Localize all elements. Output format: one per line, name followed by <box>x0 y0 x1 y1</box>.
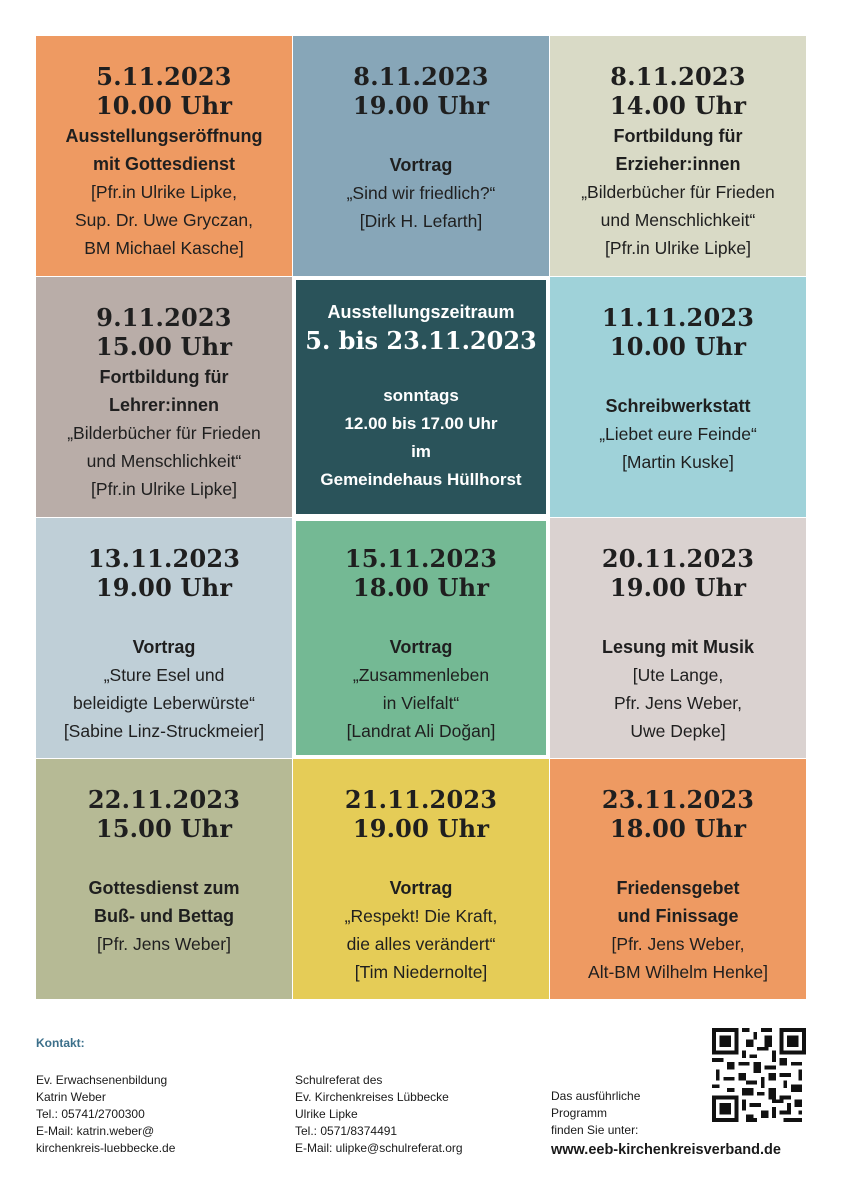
event-title: Vortrag <box>389 155 453 175</box>
event-detail: die alles verändert“ <box>346 934 496 954</box>
event-title: Fortbildung für <box>613 126 743 146</box>
event-detail: [Pfr. Jens Weber, <box>611 934 745 954</box>
event-date: 22.11.2023 <box>87 785 241 814</box>
event-detail: [Pfr.in Ulrike Lipke] <box>91 479 237 499</box>
event-title: Lehrer:innen <box>108 395 219 415</box>
exhibition-detail: im <box>411 442 431 461</box>
contact-org: Ev. Erwachsenenbildung <box>36 1073 168 1087</box>
contact-footer <box>36 1036 806 1166</box>
event-date: 15.11.2023 <box>344 544 498 573</box>
contact-email-domain[interactable]: kirchenkreis-luebbecke.de <box>36 1141 176 1155</box>
event-date: 5.11.2023 <box>96 62 232 91</box>
event-date: 11.11.2023 <box>601 303 755 332</box>
event-detail: [Sabine Linz-Struckmeier] <box>63 721 265 741</box>
event-title: und Finissage <box>617 906 739 926</box>
event-time: 18.00 Uhr <box>609 814 747 843</box>
event-title: mit Gottesdienst <box>92 154 235 174</box>
event-title: Friedensgebet <box>616 878 740 898</box>
event-card <box>36 518 292 758</box>
exhibition-location: Gemeindehaus Hüllhorst <box>320 470 522 489</box>
event-detail: [Ute Lange, <box>632 665 724 685</box>
contact-phone[interactable]: Tel.: 0571/8374491 <box>295 1124 398 1138</box>
contact-eeb <box>36 1072 175 1157</box>
event-title: Erzieher:innen <box>615 154 741 174</box>
event-title: Lesung mit Musik <box>601 637 754 657</box>
event-title: Schreibwerkstatt <box>605 396 751 416</box>
event-detail: [Tim Niedernolte] <box>354 962 488 982</box>
contact-email[interactable]: E-Mail: ulipke@schulreferat.org <box>295 1141 463 1155</box>
event-detail: „Sind wir friedlich?“ <box>346 183 496 203</box>
event-grid <box>36 36 806 1000</box>
event-time: 10.00 Uhr <box>609 332 747 361</box>
event-detail: [Martin Kuske] <box>622 452 734 472</box>
event-detail: Pfr. Jens Weber, <box>613 693 743 713</box>
event-title: Fortbildung für <box>99 367 229 387</box>
contact-schulreferat <box>295 1072 463 1157</box>
event-detail: und Menschlichkeit“ <box>86 451 242 471</box>
event-detail: Uwe Depke] <box>630 721 726 741</box>
event-title: Vortrag <box>389 637 453 657</box>
event-detail: Alt-BM Wilhelm Henke] <box>588 962 768 982</box>
event-date: 20.11.2023 <box>601 544 755 573</box>
event-card <box>550 36 806 276</box>
event-title: Gottesdienst zum <box>88 878 240 898</box>
event-detail: „Sture Esel und <box>103 665 225 685</box>
event-date: 21.11.2023 <box>344 785 498 814</box>
event-time: 18.00 Uhr <box>352 573 490 602</box>
program-url-link[interactable]: www.eeb-kirchenkreisverband.de <box>551 1142 781 1158</box>
event-title: Vortrag <box>132 637 196 657</box>
event-card <box>293 518 549 758</box>
event-detail: beleidigte Leberwürste“ <box>73 693 255 713</box>
event-date: 23.11.2023 <box>601 785 755 814</box>
event-card <box>36 277 292 517</box>
event-detail: „Bilderbücher für Frieden <box>67 423 261 443</box>
event-title: Buß- und Bettag <box>94 906 234 926</box>
contact-org: Schulreferat des <box>295 1073 383 1087</box>
event-time: 19.00 Uhr <box>95 573 233 602</box>
event-detail: [Pfr.in Ulrike Lipke] <box>605 238 751 258</box>
event-date: 8.11.2023 <box>610 62 746 91</box>
contact-person: Ulrike Lipke <box>295 1107 358 1121</box>
event-time: 15.00 Uhr <box>95 332 233 361</box>
qr-code-icon[interactable] <box>712 1028 806 1122</box>
event-detail: und Menschlichkeit“ <box>600 210 756 230</box>
event-date: 8.11.2023 <box>353 62 489 91</box>
event-card <box>36 36 292 276</box>
event-detail: in Vielfalt“ <box>382 693 460 713</box>
event-title: Vortrag <box>389 878 453 898</box>
event-date: 9.11.2023 <box>96 303 232 332</box>
event-time: 14.00 Uhr <box>609 91 747 120</box>
event-detail: Sup. Dr. Uwe Gryczan, <box>75 210 253 230</box>
event-time: 19.00 Uhr <box>352 91 490 120</box>
contact-label: Kontakt: <box>36 1036 85 1050</box>
event-card <box>550 759 806 999</box>
event-title: Ausstellungseröffnung <box>65 126 263 146</box>
contact-phone[interactable]: Tel.: 05741/2700300 <box>36 1107 145 1121</box>
event-detail: „Respekt! Die Kraft, <box>344 906 498 926</box>
exhibition-detail: 12.00 bis 17.00 Uhr <box>344 414 498 433</box>
event-time: 10.00 Uhr <box>95 91 233 120</box>
event-detail: BM Michael Kasche] <box>84 238 244 258</box>
event-card <box>550 277 806 517</box>
event-detail: „Zusammenleben <box>352 665 490 685</box>
event-time: 15.00 Uhr <box>95 814 233 843</box>
exhibition-heading: Ausstellungszeitraum <box>327 302 515 322</box>
event-card <box>36 759 292 999</box>
program-text: Das ausführliche <box>551 1089 641 1103</box>
event-detail: [Landrat Ali Doğan] <box>346 721 496 741</box>
exhibition-range: 5. bis 23.11.2023 <box>305 326 537 355</box>
exhibition-period-card <box>293 277 549 517</box>
contact-email[interactable]: E-Mail: katrin.weber@ <box>36 1124 155 1138</box>
event-card <box>293 759 549 999</box>
contact-org: Ev. Kirchenkreises Lübbecke <box>295 1090 449 1104</box>
event-card <box>550 518 806 758</box>
event-detail: „Liebet eure Feinde“ <box>599 424 757 444</box>
event-detail: [Pfr. Jens Weber] <box>97 934 231 954</box>
contact-person: Katrin Weber <box>36 1090 106 1104</box>
event-detail: [Dirk H. Lefarth] <box>359 211 483 231</box>
event-card <box>293 36 549 276</box>
event-detail: „Bilderbücher für Frieden <box>581 182 775 202</box>
event-time: 19.00 Uhr <box>352 814 490 843</box>
program-text: finden Sie unter: <box>551 1123 639 1137</box>
program-text: Programm <box>551 1106 608 1120</box>
event-detail: [Pfr.in Ulrike Lipke, <box>91 182 237 202</box>
event-time: 19.00 Uhr <box>609 573 747 602</box>
event-date: 13.11.2023 <box>87 544 241 573</box>
exhibition-detail: sonntags <box>383 386 459 405</box>
